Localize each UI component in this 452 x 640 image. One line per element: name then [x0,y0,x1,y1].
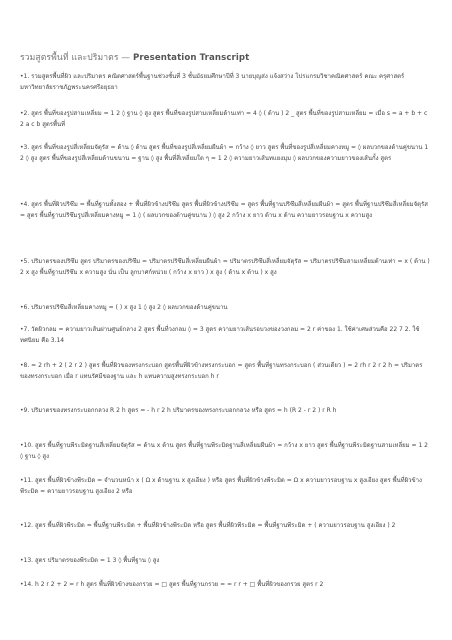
page-title [20,50,249,64]
transcript-paragraph-2: •2. สูตร พื้นที่ของรูปสามเหลี่ยม = 1 2 ◊ ฐาน ◊ สูง สูตร พื้นที่ของรูปสามเหลี่ยมด้านเท่า = 4 ◊ ( ด้าน ) 2 _ สูตร พื้นที่ของรูปสามเหลี่ยม = เมื่อ s = a + b + c 2 a c b สูตรพื้นที่ [20,110,428,128]
page-title-separator: — [118,53,133,63]
transcript-paragraph-13: •13. สูตร ปริมาตรของพีระมิด = 1 3 ◊ พื้นที่ฐาน ◊ สูง [20,557,160,564]
transcript-paragraph-6: •6. ปริมาตรปริซึมสี่เหลี่ยมคางหมู = ( ) x สูง 1 ◊ สูง 2 ◊ ผลบวกของด้านคู่ขนาน [20,304,228,311]
page-title-english: Presentation Transcript [132,53,250,63]
transcript-paragraph-14: •14. h 2 r 2 + 2 = r h สูตร พื้นที่ผิวข้างของกรวย = □ สูตร พื้นที่ฐานกรวย = = r r + □ พื้นที่ผิวของกรวย สูตร r 2 [20,581,324,588]
transcript-paragraph-1: •1. รวมสูตรพื้นที่ผิว และปริมาตร คณิตศาสตร์พื้นฐานช่วงชั้นที่ 3 ชั้นมัธยมศึกษาปีที่ 3 นายบุญส่ง แจ้งสว่าง โปรแกรมวิชาคณิตศาสตร์ คณะ ครุศาสตร์ มหาวิทยาลัยราชภัฏพระนครศรีอยุธยา [20,73,405,91]
transcript-paragraph-7: •7. วัดผิวกลม = ความยาวเส้นผ่านศูนย์กลาง 2 สูตร พื้นที่วงกลม ◊ = 3 สูตร ความยาวเส้นรอบวงของวงกลม = 2 r ค่าของ 1. ใช้ค่าเศษส่วนคือ 22 7 2. ใช้ทศนิยม คือ 3.14 [20,326,420,344]
transcript-paragraph-3: •3. สูตร พื้นที่ของรูปสี่เหลี่ยมจัตุรัส = ด้าน ◊ ด้าน สูตร พื้นที่ของรูปสี่เหลี่ยมผืนผ้า = กว้าง ◊ ยาว สูตร พื้นที่ของรูปสี่เหลี่ยมคางหมู = ◊ ผลบวกของด้านคู่ขนาน 1 2 ◊ สูง สูตร พื้นที่ของรูปสี่เหลี่ยมด้านขนาน = ฐาน ◊ สูง พื้นที่สี่เหลี่ยมใด ๆ = 1 2 ◊ ความยาวเส้นทแยงมุม ◊ ผลบวกของความยาวของเส้นกั้ง สูตร [20,144,429,162]
transcript-paragraph-12: •12. สูตร พื้นที่ผิวพีระมิด = พื้นที่ฐานพีระมิด + พื้นที่ผิวข้างพีระมิด หรือ สูตร พื้นที่ผิวพีระมิด = พื้นที่ฐานพีระมิด + ( ความยาวรอบฐาน สูงเอียง ) 2 [20,522,396,529]
transcript-paragraph-8: •8. = 2 rh + 2 ( 2 r 2 ) สูตร พื้นที่ผิวของทรงกระบอก สูตรพื้นที่ผิวข้างทรงกระบอก = สูตร พื้นที่ฐานทรงกระบอก ( ส่วนเดียว ) = 2 rh r 2 r 2 h = ปริมาตรของทรงกระบอก เมื่อ r แทนรัศมีของฐาน และ h แทนความสูงทรงกระบอก h r [20,362,423,380]
page-title-thai: รวมสูตรพื้นที่ และปริมาตร [20,53,119,63]
transcript-paragraph-4: •4. สูตร พื้นที่ผิวปริซึม = พื้นที่ฐานทั้งสอง + พื้นที่ผิวข้างปริซึม สูตร พื้นที่ผิวข้างปริซึม = สูตร พื้นที่ฐานปริซึมสี่เหลี่ยมผืนผ้า = สูตร พื้นที่ฐานปริซึมสี่เหลี่ยมจัตุรัส = สูตร พื้นที่ฐานปริซึมรูปสี่เหลี่ยมคางหมู = 1 ◊ ( ผลบวกของด้านคู่ขนาน ) ◊ สูง 2 กว้าง x ยาว ด้าน x ด้าน ความยาวรอบฐาน x ความสูง [20,201,428,219]
transcript-paragraph-5: •5. ปริมาตรของปริซึม สูตร ปริมาตรของปริซึม = ปริมาตรปริซึมสี่เหลี่ยมผืนผ้า = ปริมาตรปริซึมสี่เหลี่ยมจัตุรัส = ปริมาตรปริซึมสามเหลี่ยมด้านเท่า = x ( ด้าน ) 2 x สูง พื้นที่ฐานปริซึม x ความสูง นั่น เป็น ลูกบาศก์หน่วย ( กว้าง x ยาว ) x สูง ( ด้าน x ด้าน ) x สูง [20,258,430,276]
transcript-paragraph-10: •10. สูตร พื้นที่ฐานพีระมิดฐานสี่เหลี่ยมจัตุรัส = ด้าน x ด้าน สูตร พื้นที่ฐานพีระมิดฐานสี่เหลี่ยมผืนผ้า = กว้าง x ยาว สูตร พื้นที่ฐานพีระมิดฐานสามเหลี่ยม = 1 2 ◊ ฐาน ◊ สูง [20,442,429,460]
transcript-paragraph-9: •9. ปริมาตรของทรงกระบอกกลวง R 2 h สูตร = - h r 2 h ปริมาตรของทรงกระบอกกลวง หรือ สูตร = h (R 2 - r 2 ) r R h [20,407,337,414]
transcript-paragraph-11: •11. สูตร พื้นที่ผิวข้างพีระมิด = จำนวนหน้า x ( Ω x ด้านฐาน x สูงเอียง ) หรือ สูตร พื้นที่ผิวข้างพีระมิด = Ω x ความยาวรอบฐาน x สูงเอียง สูตร พื้นที่ผิวข้างพีระมิด = ความยาวรอบฐาน สูงเอียง 2 หรือ [20,477,422,495]
